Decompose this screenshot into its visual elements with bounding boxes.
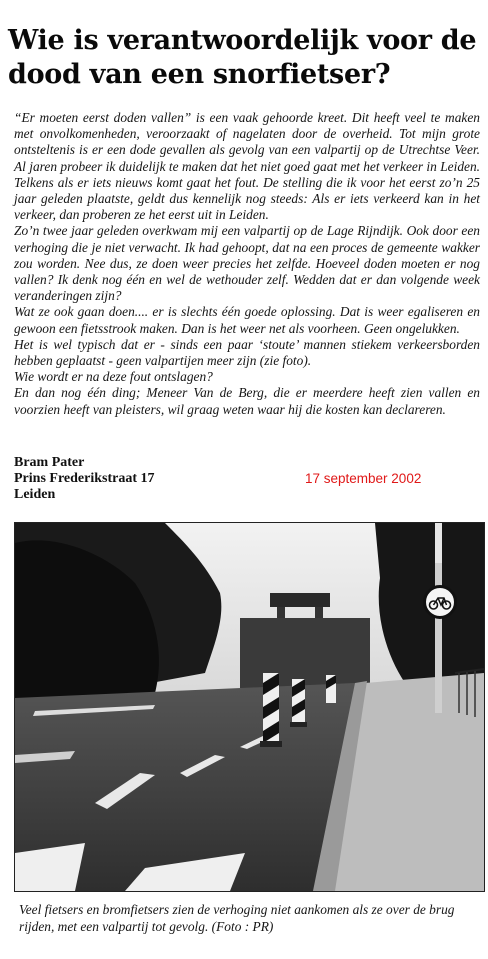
article-body	[14, 110, 480, 418]
photo-caption: Veel fietsers en bromfietsers zien de verhoging niet aankomen als ze over de brug rijden, met een valpartij tot gevolg. (Foto : PR)	[19, 902, 455, 934]
author-address: Prins Frederikstraat 17	[14, 471, 155, 486]
paragraph: Wat ze ook gaan doen.... er is slechts één goede oplossing. Dat is weer egaliseren en gewoon een fietsstrook maken. Dan is het weer net als voorheen. Geen ongelukken.	[14, 304, 480, 336]
paragraph: Zo’n twee jaar geleden overkwam mij een valpartij op de Lage Rijndijk. Ook door een verhoging die je niet verwacht. Ik had gehoopt, dat na een proces de gemeente wakker zou worden. Nee dus, ze doen weer precies het zelfde. Hoeveel doden moeten er nog vallen? Ik denk nog één en wel de wethouder zelf. Wedden dat er dan volgende week veranderingen zijn?	[14, 223, 480, 304]
bicycle-sign-icon	[423, 585, 457, 619]
author-name: Bram Pater	[14, 455, 85, 470]
paragraph: En dan nog één ding; Meneer Van de Berg, die er meerdere heeft zien vallen en voorzien heeft van pleisters, wil graag weten waar hij die kosten kan declareren.	[14, 385, 480, 417]
paragraph: “Er moeten eerst doden vallen” is een vaak gehoorde kreet. Dit heeft veel te maken met onvolkomenheden, veroorzaakt of nagelaten door de overheid. Tot mijn grote ontsteltenis is er een dode gevallen als gevolg van een valpartij op de Utrechtse Veer. Al jaren probeer ik duidelijk te maken dat het niet goed gaat met het verkeer in Leiden. Telkens als er iets nieuws komt gaat het fout. De stelling die ik voor het eerst zo’n 25 jaar geleden plaatste, geldt dus kennelijk nog steeds: Als er iets verkeerd kan in het verkeer, dan proberen ze het eerst uit in Leiden.	[14, 110, 480, 223]
street-photo	[14, 522, 485, 892]
headline: Wie is verantwoordelijk voor de dood van een snorfietser?	[8, 25, 477, 90]
paragraph: Het is wel typisch dat er - sinds een paar ‘stoute’ mannen stiekem verkeersborden hebben geplaatst - geen valpartijen meer zijn (zie foto).	[14, 336, 480, 369]
author-city: Leiden	[14, 487, 56, 502]
signature-block	[14, 455, 155, 503]
date-note: 17 september 2002	[305, 471, 422, 486]
paragraph: Wie wordt er na deze fout ontslagen?	[14, 369, 213, 385]
